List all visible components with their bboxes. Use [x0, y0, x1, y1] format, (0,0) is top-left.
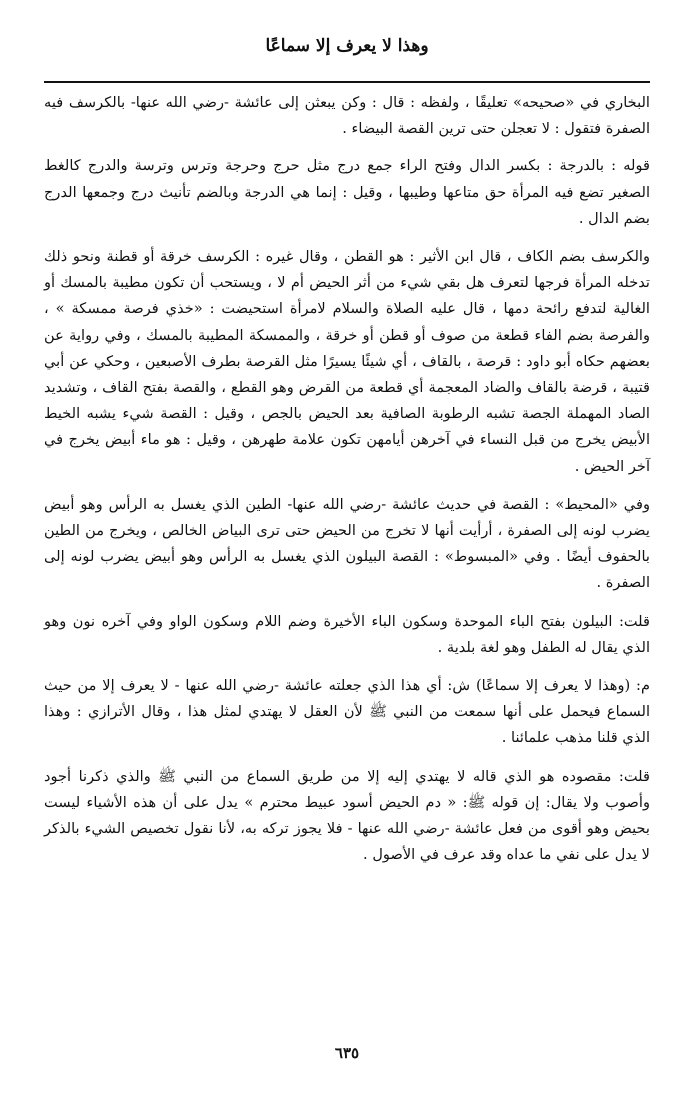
- paragraph-matn-sharh: م: (وهذا لا يعرف إلا سماعًا) ش: أي هذا الذي جعلته عائشة -رضي الله عنها - لا يعرف إلا من حيث السماع فيحمل على أنها سمعت من النبي ﷺ لأن العقل لا يهتدي لمثل هذا ، وقال الأترازي : وهذا الذي قلنا مذهب علمائنا .: [44, 677, 650, 747]
- body-text: [44, 90, 650, 880]
- paragraph-daraja: قوله : بالدرجة : بكسر الدال وفتح الراء جمع درج مثل حرج وحرجة وترس وترسة والدرج كالغط الصغير تضع فيه المرأة حق متاعها وطيبها ، وقيل : إنما هي الدرجة وبالضم تأنيث درج وجمعها الدرج بضم الدال .: [44, 157, 650, 227]
- paragraph-muhit: وفي «المحيط» : القصة في حديث عائشة -رضي الله عنها- الطين الذي يغسل به الرأس وهو أبيض يضرب لونه إلى الصفرة ، أرأيت أنها لا تخرج من الحيض حتى ترى البياض الخالص ، ويخرج من الطين بالحفوف أيضًا . وفي «المبسوط» : القصة البيلون الذي يغسل به الرأس وهو أبيض يضرب لونه إلى الصفرة .: [44, 495, 650, 592]
- paragraph-kursuf: والكرسف بضم الكاف ، قال ابن الأثير : هو القطن ، وقال غيره : الكرسف خرقة أو قطنة ونحو ذلك تدخله المرأة فرجها لتعرف هل بقي شيء من أثر الحيض أم لا ، ويستحب أن تكون مطيبة بالمسك أو الغالية لتدفع رائحة دمها ، قال عليه الصلاة والسلام لامرأة استحيضت : «خذي فرصة ممسكة » ، والفرصة بضم الفاء قطعة من صوف أو قطن أو خرقة ، والممسكة المطيبة بالمسك ، وفي رواية عن بعضهم حكاه أبو داود : قرصة ، بالقاف ، أي شيئًا يسيرًا مثل القرصة بطرف الأصبعين ، وحكي عن أبي قتيبة ، قرضة بالقاف والضاد المعجمة أي قطعة من القرض وهو القطع ، والقصة بفتح القاف ، وتشديد الصاد المهملة الجصة تشبه الرطوبة الصافية بعد الحيض بالجص ، وقيل : القصة شيء يشبه الخيط الأبيض يخرج من قبل النساء في آخرهن أيامهن تكون علامة طهرهن ، وقيل : هو ماء أبيض يخرج في آخر الحيض .: [44, 248, 650, 475]
- header-divider: [44, 81, 650, 83]
- paragraph-qultu: قلت: مقصوده هو الذي قاله لا يهتدي إليه إلا من طريق السماع من النبي ﷺ والذي ذكرنا أجود وأصوب ولا يقال: إن قوله ﷺ: « دم الحيض أسود عبيط محترم » يدل على أن هذه الأشياء ليست بحيض وهو أقوى من فعل عائشة -رضي الله عنها - فلا يجوز تركه به، لأنا نقول تخصيص الشيء بالذكر لا يدل على نفي ما عداه وقد عرف في الأصول .: [44, 767, 650, 864]
- running-header: وهذا لا يعرف إلا سماعًا: [265, 36, 429, 56]
- paragraph-baylun: قلت: البيلون بفتح الباء الموحدة وسكون الباء الأخيرة وضم اللام وسكون الواو وفي آخره نون وهو الذي يقال له الطفل وهو لغة بلدية .: [44, 612, 650, 656]
- paragraph-continuation: البخاري في «صحيحه» تعليقًا ، ولفظه : قال : وكن يبعثن إلى عائشة -رضي الله عنها- بالكرسف فيه الصفرة فتقول : لا تعجلن حتى ترين القصة البيضاء .: [44, 94, 650, 138]
- page-number: ٦٣٥: [334, 1044, 360, 1062]
